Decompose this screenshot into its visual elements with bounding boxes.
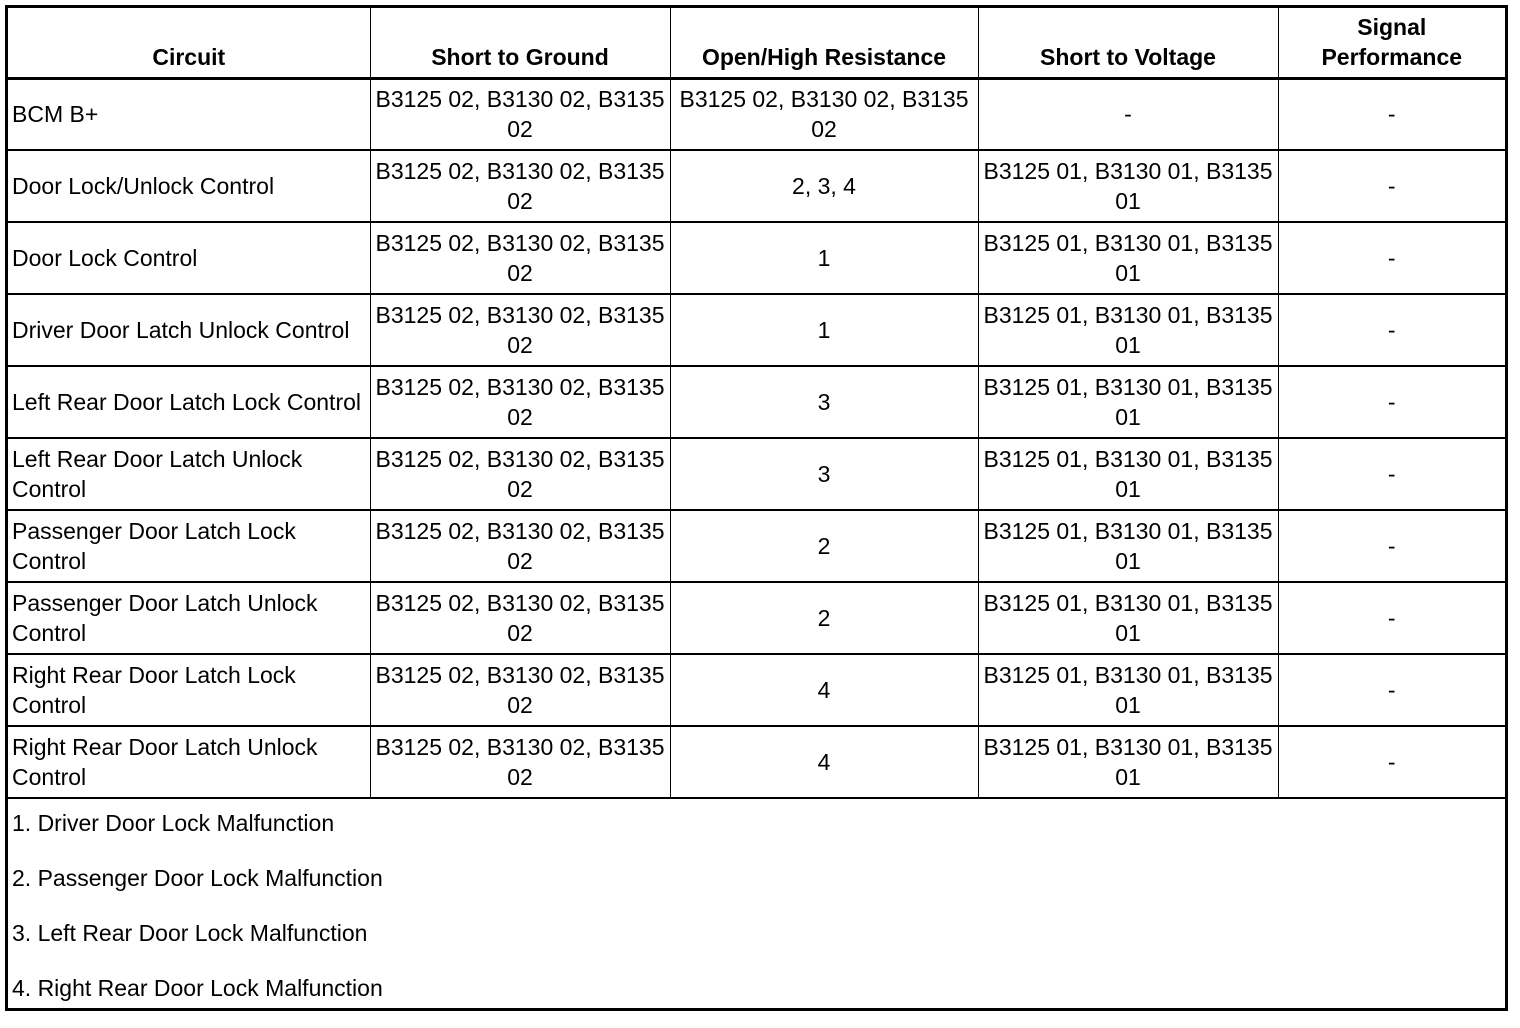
cell-short-to-ground: B3125 02, B3130 02, B3135 02	[370, 654, 670, 726]
cell-short-to-ground: B3125 02, B3130 02, B3135 02	[370, 726, 670, 798]
cell-signal-performance: -	[1278, 78, 1505, 150]
cell-short-to-ground: B3125 02, B3130 02, B3135 02	[370, 222, 670, 294]
cell-open-high-resistance: 3	[670, 438, 978, 510]
cell-short-to-voltage: B3125 01, B3130 01, B3135 01	[978, 510, 1278, 582]
cell-signal-performance: -	[1278, 294, 1505, 366]
cell-open-high-resistance: 1	[670, 294, 978, 366]
cell-short-to-voltage: B3125 01, B3130 01, B3135 01	[978, 438, 1278, 510]
cell-short-to-ground: B3125 02, B3130 02, B3135 02	[370, 366, 670, 438]
cell-circuit-name: Driver Door Latch Unlock Control	[8, 294, 370, 366]
cell-open-high-resistance: 4	[670, 726, 978, 798]
cell-circuit-name: BCM B+	[8, 78, 370, 150]
cell-short-to-ground: B3125 02, B3130 02, B3135 02	[370, 150, 670, 222]
cell-short-to-ground: B3125 02, B3130 02, B3135 02	[370, 78, 670, 150]
cell-short-to-voltage: B3125 01, B3130 01, B3135 01	[978, 294, 1278, 366]
table-row	[8, 294, 1505, 366]
header-signal-performance: Signal Performance	[1278, 8, 1505, 78]
header-open-high-resistance: Open/High Resistance	[670, 8, 978, 78]
cell-circuit-name: Left Rear Door Latch Lock Control	[8, 366, 370, 438]
table-row	[8, 654, 1505, 726]
footnote-item: 3. Left Rear Door Lock Malfunction	[12, 920, 368, 946]
cell-short-to-ground: B3125 02, B3130 02, B3135 02	[370, 294, 670, 366]
cell-signal-performance: -	[1278, 510, 1505, 582]
cell-open-high-resistance: B3125 02, B3130 02, B3135 02	[670, 78, 978, 150]
table-row	[8, 366, 1505, 438]
footnote-item: 4. Right Rear Door Lock Malfunction	[12, 975, 383, 1001]
cell-signal-performance: -	[1278, 366, 1505, 438]
cell-circuit-name: Left Rear Door Latch Unlock Control	[8, 438, 370, 510]
table-row	[8, 150, 1505, 222]
table-row	[8, 438, 1505, 510]
header-short-to-voltage: Short to Voltage	[978, 8, 1278, 78]
cell-signal-performance: -	[1278, 654, 1505, 726]
cell-circuit-name: Right Rear Door Latch Lock Control	[8, 654, 370, 726]
cell-circuit-name: Right Rear Door Latch Unlock Control	[8, 726, 370, 798]
cell-signal-performance: -	[1278, 582, 1505, 654]
footnotes	[12, 808, 383, 1028]
circuit-dtc-table	[8, 8, 1505, 799]
cell-open-high-resistance: 2	[670, 510, 978, 582]
cell-open-high-resistance: 3	[670, 366, 978, 438]
header-row	[8, 8, 1505, 78]
table-row	[8, 510, 1505, 582]
footnote-item: 2. Passenger Door Lock Malfunction	[12, 865, 383, 891]
cell-open-high-resistance: 1	[670, 222, 978, 294]
table-body	[8, 78, 1505, 798]
cell-signal-performance: -	[1278, 150, 1505, 222]
cell-short-to-ground: B3125 02, B3130 02, B3135 02	[370, 582, 670, 654]
header-circuit: Circuit	[8, 8, 370, 78]
cell-signal-performance: -	[1278, 726, 1505, 798]
cell-short-to-voltage: B3125 01, B3130 01, B3135 01	[978, 150, 1278, 222]
cell-open-high-resistance: 2	[670, 582, 978, 654]
cell-short-to-voltage: B3125 01, B3130 01, B3135 01	[978, 726, 1278, 798]
cell-circuit-name: Door Lock/Unlock Control	[8, 150, 370, 222]
cell-short-to-ground: B3125 02, B3130 02, B3135 02	[370, 438, 670, 510]
cell-short-to-voltage: B3125 01, B3130 01, B3135 01	[978, 582, 1278, 654]
cell-open-high-resistance: 4	[670, 654, 978, 726]
cell-circuit-name: Passenger Door Latch Unlock Control	[8, 582, 370, 654]
cell-open-high-resistance: 2, 3, 4	[670, 150, 978, 222]
footnote-item: 1. Driver Door Lock Malfunction	[12, 810, 335, 836]
cell-short-to-voltage: B3125 01, B3130 01, B3135 01	[978, 366, 1278, 438]
cell-short-to-ground: B3125 02, B3130 02, B3135 02	[370, 510, 670, 582]
table-row	[8, 582, 1505, 654]
cell-short-to-voltage: B3125 01, B3130 01, B3135 01	[978, 654, 1278, 726]
table-row	[8, 726, 1505, 798]
cell-short-to-voltage: B3125 01, B3130 01, B3135 01	[978, 222, 1278, 294]
table-row	[8, 222, 1505, 294]
cell-signal-performance: -	[1278, 222, 1505, 294]
cell-short-to-voltage: -	[978, 78, 1278, 150]
header-short-to-ground: Short to Ground	[370, 8, 670, 78]
cell-circuit-name: Passenger Door Latch Lock Control	[8, 510, 370, 582]
cell-circuit-name: Door Lock Control	[8, 222, 370, 294]
cell-signal-performance: -	[1278, 438, 1505, 510]
table-row	[8, 78, 1505, 150]
